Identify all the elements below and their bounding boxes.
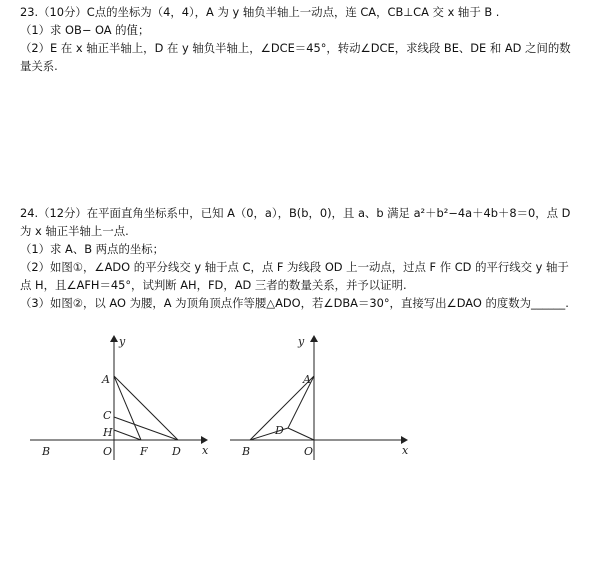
label-o: O bbox=[304, 445, 314, 458]
label-b: B bbox=[42, 445, 51, 458]
problem-23-part2: （2）E 在 x 轴正半轴上，D 在 y 轴负半轴上，∠DCE＝45°，转动∠DCE，求线段 BE、DE 和 AD 之间的数 bbox=[20, 41, 571, 55]
problem-23-statement: 23.（10分）C点的坐标为（4，4），A 为 y 轴负半轴上一动点，连 CA，CB⊥CA 交 x 轴于 B . bbox=[20, 5, 500, 19]
label-h: H bbox=[103, 426, 113, 439]
label-d: D bbox=[172, 445, 181, 458]
problem-24-part1: （1）求 A、B 两点的坐标； bbox=[20, 242, 165, 256]
problem-24-statement: 24.（12分）在平面直角坐标系中，已知 A（0，a），B(b，0)，且 a、b 满足 a²＋b²−4a＋4b＋8＝0，点 D bbox=[20, 206, 571, 220]
problem-24-part2-cont: 点 H，且∠AFH＝45°，试判断 AH，FD，AD 三者的数量关系，并予以证明. bbox=[20, 278, 407, 292]
label-a: A bbox=[303, 373, 311, 386]
figure-2 bbox=[225, 330, 415, 465]
label-o: O bbox=[103, 445, 113, 458]
label-x: x bbox=[402, 444, 409, 457]
problem-23-part1: （1）求 OB− OA 的值； bbox=[20, 23, 150, 37]
label-c: C bbox=[103, 409, 112, 422]
label-y: y bbox=[119, 335, 126, 348]
problem-24-part2: （2）如图①，∠ADO 的平分线交 y 轴于点 C，点 F 为线段 OD 上一动点，过点 F 作 CD 的平行线交 y 轴于 bbox=[20, 260, 569, 274]
problem-24-statement-cont: 为 x 轴正半轴上一点. bbox=[20, 224, 129, 238]
segment-af bbox=[114, 376, 141, 440]
segment-cd bbox=[114, 417, 178, 440]
segment-ad bbox=[114, 376, 178, 440]
problem-23-part2-cont: 量关系. bbox=[20, 59, 58, 73]
segment-do bbox=[288, 428, 314, 440]
label-f: F bbox=[140, 445, 148, 458]
problem-24-part3: （3）如图②，以 AO 为腰，A 为顶角顶点作等腰△ADO，若∠DBA＝30°，直接写出∠DAO 的度数为______. bbox=[20, 296, 569, 310]
label-x: x bbox=[202, 444, 209, 457]
figure-1 bbox=[25, 330, 215, 465]
label-y: y bbox=[298, 335, 305, 348]
label-d: D bbox=[275, 424, 284, 437]
label-a: A bbox=[102, 373, 110, 386]
label-b: B bbox=[242, 445, 251, 458]
